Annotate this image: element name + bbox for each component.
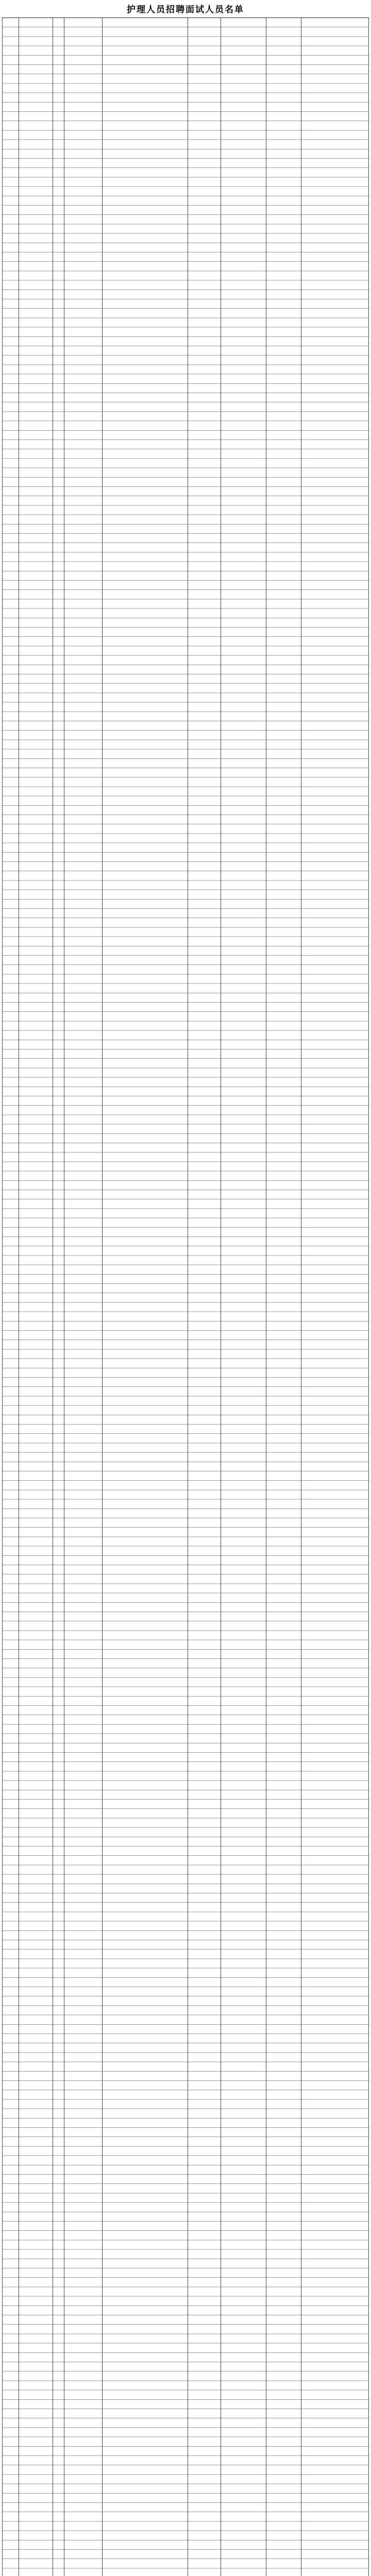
column-rule [102, 18, 103, 2576]
roster-table [2, 18, 369, 2576]
column-rule [368, 18, 369, 2576]
column-rule [2, 18, 3, 2576]
page-title: 护理人员招聘面试人员名单 [127, 5, 244, 14]
row-rules [2, 18, 369, 2576]
